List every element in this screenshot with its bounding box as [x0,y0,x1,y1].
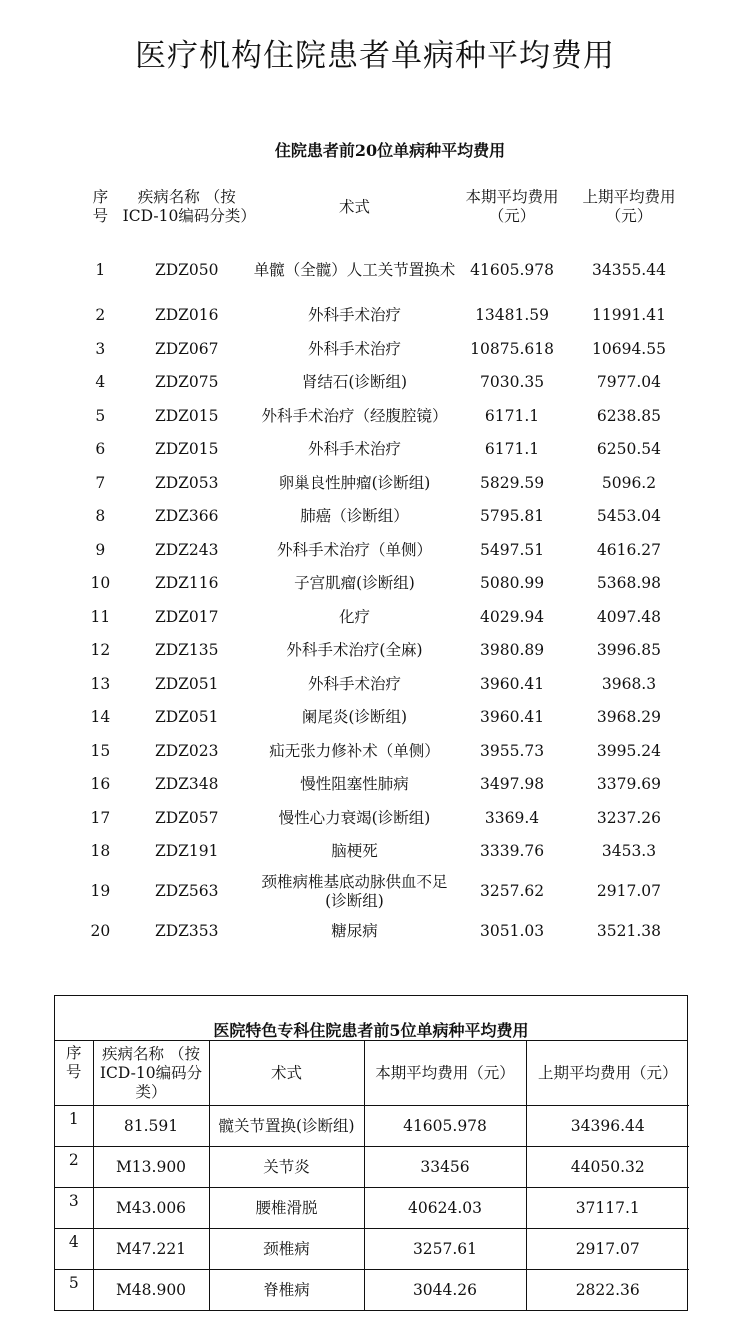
cell-procedure: 阑尾炎(诊断组) [301,708,408,727]
cell-previous-cost: 3968.3 [601,674,657,693]
table-row [80,400,690,434]
cell-current-cost: 5080.99 [480,574,545,593]
cell-current-cost: 3044.26 [364,1270,526,1311]
cell-seq: 1 [95,261,106,279]
table-row [80,835,690,869]
cell-procedure: 肺癌（诊断组） [300,507,409,526]
cell-current-cost: 5829.59 [480,473,545,492]
column-header-current-cost: 本期平均费用（元） [465,188,559,225]
column-header-procedure: 术式 [209,1041,364,1106]
column-header-seq: 序号 [55,1041,93,1106]
cell-current-cost: 4029.94 [480,607,545,626]
cell-seq: 20 [90,921,111,940]
cell-disease-code: ZDZ135 [154,641,219,660]
cell-previous-cost: 4616.27 [596,540,662,559]
cell-seq: 7 [95,473,106,492]
cell-previous-cost: 10694.55 [592,339,666,358]
cell-seq: 5 [55,1270,93,1311]
column-header-current-cost: 本期平均费用（元） [364,1041,526,1106]
cell-disease-code: ZDZ015 [154,440,219,459]
table-row [80,869,690,915]
table-row [55,1229,689,1270]
cell-previous-cost: 2917.07 [596,882,662,900]
table-row [80,634,690,668]
cell-previous-cost: 6250.54 [596,440,662,459]
cell-seq: 1 [55,1106,93,1147]
table-row [80,668,690,702]
cell-seq: 4 [95,373,106,392]
column-header-previous-cost: 上期平均费用（元） [582,188,676,225]
cell-disease-code: ZDZ015 [154,406,219,425]
cell-previous-cost: 2822.36 [526,1270,689,1311]
table-row [80,915,690,949]
table-row [80,534,690,568]
cell-seq: 15 [90,741,111,760]
cell-procedure: 慢性心力衰竭(诊断组) [278,808,431,827]
cell-previous-cost: 3237.26 [596,808,662,827]
cell-disease-code: ZDZ023 [154,741,219,760]
page-title: 医疗机构住院患者单病种平均费用 [135,38,615,74]
table-row [55,1270,689,1311]
cell-procedure: 外科手术治疗 [307,674,401,693]
cell-seq: 8 [95,507,106,526]
cell-procedure: 化疗 [338,607,370,626]
cell-previous-cost: 5096.2 [601,473,657,492]
cell-seq: 9 [95,540,106,559]
table1 [80,172,690,948]
table-row [55,1147,689,1188]
cell-disease-code: M47.221 [93,1229,209,1270]
cell-previous-cost: 3996.85 [596,641,662,660]
cell-procedure: 外科手术治疗 [307,306,401,325]
table-row [80,768,690,802]
cell-seq: 10 [90,574,111,593]
cell-procedure: 髋关节置换(诊断组) [209,1106,364,1147]
cell-procedure: 颈椎病 [209,1229,364,1270]
cell-seq: 2 [95,306,106,325]
table1-body [80,242,690,948]
table2-container [54,995,688,1311]
table1-title: 住院患者前20位单病种平均费用 [274,141,506,160]
cell-seq: 6 [95,440,106,459]
cell-disease-code: ZDZ116 [154,574,219,593]
cell-disease-code: M48.900 [93,1270,209,1311]
cell-procedure: 疝无张力修补术（单侧） [269,741,440,760]
table-row [80,299,690,333]
cell-seq: 3 [95,339,106,358]
cell-seq: 11 [90,607,111,626]
cell-previous-cost: 34396.44 [526,1106,689,1147]
table-row [80,366,690,400]
cell-disease-code: ZDZ191 [154,842,219,861]
cell-procedure: 单髋（全髋）人工关节置换术 [253,261,456,279]
cell-previous-cost: 5453.04 [596,507,662,526]
table-row [55,1188,689,1229]
cell-procedure: 肾结石(诊断组) [301,373,408,392]
cell-disease-code: M13.900 [93,1147,209,1188]
cell-disease-code: 81.591 [93,1106,209,1147]
cell-previous-cost: 3521.38 [596,921,662,940]
cell-current-cost: 3369.4 [484,808,540,827]
cell-disease-code: ZDZ563 [154,882,219,900]
column-header-previous-cost: 上期平均费用（元） [526,1041,689,1106]
cell-disease-code: ZDZ017 [154,607,219,626]
cell-current-cost: 3980.89 [480,641,545,660]
cell-procedure: 脑梗死 [331,842,378,861]
cell-previous-cost: 7977.04 [596,373,662,392]
cell-previous-cost: 34355.44 [592,261,666,279]
cell-seq: 16 [90,775,111,794]
cell-disease-code: ZDZ075 [154,373,219,392]
table-row [80,601,690,635]
cell-previous-cost: 44050.32 [526,1147,689,1188]
column-header-disease: 疾病名称 （按ICD-10编码分类） [93,1041,209,1106]
cell-disease-code: ZDZ067 [154,339,219,358]
cell-seq: 17 [90,808,111,827]
cell-seq: 18 [90,842,111,861]
cell-seq: 14 [90,708,111,727]
table2-header-row [55,1041,689,1106]
cell-disease-code: M43.006 [93,1188,209,1229]
cell-current-cost: 5497.51 [480,540,545,559]
cell-seq: 13 [90,674,111,693]
cell-previous-cost: 3453.3 [601,842,657,861]
cell-seq: 12 [90,641,111,660]
cell-procedure: 糖尿病 [331,921,378,940]
cell-procedure: 外科手术治疗(全麻) [286,641,423,660]
column-header-procedure: 术式 [338,197,370,216]
cell-current-cost: 5795.81 [480,507,545,526]
cell-current-cost: 3955.73 [480,741,545,760]
cell-disease-code: ZDZ348 [154,775,219,794]
cell-procedure: 子宫肌瘤(诊断组) [294,574,415,593]
cell-procedure: 外科手术治疗（单侧） [276,540,432,559]
cell-seq: 5 [95,406,106,425]
table-row [55,1106,689,1147]
table-row [80,500,690,534]
cell-disease-code: ZDZ243 [154,540,219,559]
cell-current-cost: 3257.61 [364,1229,526,1270]
cell-current-cost: 33456 [364,1147,526,1188]
cell-seq: 2 [55,1147,93,1188]
cell-procedure: 卵巢良性肿瘤(诊断组) [278,473,431,492]
table-row [80,735,690,769]
column-header-seq: 序号 [92,188,109,225]
cell-disease-code: ZDZ016 [154,306,219,325]
cell-previous-cost: 37117.1 [526,1188,689,1229]
cell-current-cost: 6171.1 [484,440,540,459]
cell-previous-cost: 5368.98 [596,574,662,593]
table-row [80,467,690,501]
cell-procedure: 外科手术治疗 [307,440,401,459]
cell-previous-cost: 2917.07 [526,1229,689,1270]
cell-current-cost: 3960.41 [480,674,545,693]
table-row [80,802,690,836]
cell-current-cost: 41605.978 [470,261,554,279]
cell-current-cost: 3257.62 [480,882,545,900]
cell-seq: 19 [90,882,111,900]
cell-procedure: 腰椎滑脱 [209,1188,364,1229]
cell-current-cost: 3339.76 [480,842,545,861]
cell-procedure: 脊椎病 [209,1270,364,1311]
table2 [55,1041,689,1311]
table-row [80,433,690,467]
table-row [80,701,690,735]
cell-procedure: 外科手术治疗 [307,339,401,358]
cell-procedure: 颈椎病椎基底动脉供血不足(诊断组) [261,872,448,910]
table2-body [55,1106,689,1311]
cell-previous-cost: 3379.69 [596,775,662,794]
cell-previous-cost: 6238.85 [596,406,662,425]
cell-disease-code: ZDZ353 [154,921,219,940]
cell-current-cost: 13481.59 [475,306,550,325]
cell-disease-code: ZDZ366 [154,507,219,526]
cell-disease-code: ZDZ050 [154,261,219,279]
cell-previous-cost: 3968.29 [596,708,662,727]
cell-seq: 4 [55,1229,93,1270]
cell-procedure: 慢性阻塞性肺病 [300,775,409,794]
cell-procedure: 关节炎 [209,1147,364,1188]
cell-seq: 3 [55,1188,93,1229]
cell-previous-cost: 11991.41 [592,306,666,325]
cell-current-cost: 6171.1 [484,406,540,425]
column-header-disease: 疾病名称 （按ICD-10编码分类） [122,188,256,225]
cell-previous-cost: 4097.48 [596,607,662,626]
table1-header-row [80,172,690,242]
cell-current-cost: 41605.978 [364,1106,526,1147]
cell-current-cost: 40624.03 [364,1188,526,1229]
cell-disease-code: ZDZ057 [154,808,219,827]
cell-disease-code: ZDZ053 [154,473,219,492]
cell-procedure: 外科手术治疗（经腹腔镜） [261,406,448,425]
cell-current-cost: 3960.41 [480,708,545,727]
cell-disease-code: ZDZ051 [154,708,219,727]
cell-current-cost: 10875.618 [470,339,554,358]
table-row [80,567,690,601]
cell-current-cost: 7030.35 [480,373,545,392]
table-row [80,242,690,299]
table-row [80,333,690,367]
table2-title: 医院特色专科住院患者前5位单病种平均费用 [55,996,687,1041]
cell-disease-code: ZDZ051 [154,674,219,693]
cell-previous-cost: 3995.24 [596,741,662,760]
cell-current-cost: 3497.98 [480,775,545,794]
cell-current-cost: 3051.03 [480,921,545,940]
